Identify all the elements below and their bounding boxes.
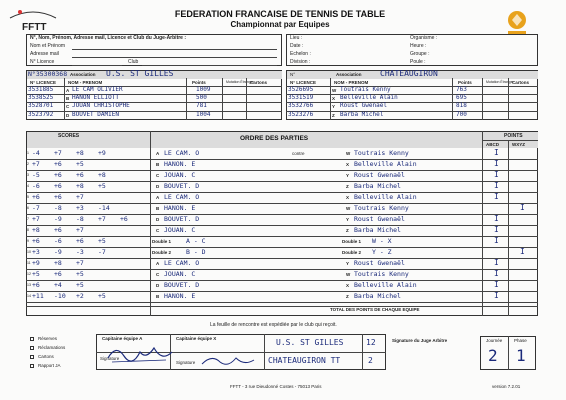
- match-set-score: +6: [54, 160, 62, 168]
- team-x-name: Belleville Alain: [340, 94, 398, 101]
- match-number: 7: [27, 217, 29, 221]
- match-set-score: +2: [76, 292, 84, 300]
- match-right-player: Roust Gwenaël: [354, 259, 405, 267]
- match-number: 11: [27, 261, 31, 265]
- match-right-player: Barba Michel: [354, 292, 401, 300]
- team-a-name: BOUVET DAMIEN: [72, 111, 119, 118]
- match-right-code: X: [346, 283, 350, 288]
- team-a-points: 1004: [196, 111, 211, 118]
- team-a-col-licence: N° LICENCE: [30, 80, 57, 85]
- match-left-code: A: [156, 261, 160, 266]
- match-set-score: -3: [76, 248, 84, 256]
- captain-x-signature-icon: [200, 354, 256, 368]
- team-a-code: A: [66, 88, 70, 93]
- club-badge-icon: [506, 8, 528, 36]
- match-right-player: Toutrais Kenny: [354, 149, 409, 157]
- fftt-logo-text: FFTT: [22, 22, 47, 33]
- match-set-score: +6: [54, 226, 62, 234]
- match-right-code: Double 1: [342, 239, 362, 244]
- team-a-name: LE CAM OLIVIER: [72, 86, 123, 93]
- match-set-score: -10: [54, 292, 66, 300]
- incident-label: Réserves: [38, 336, 58, 341]
- match-right-code: W: [346, 151, 351, 156]
- team-a-licence: 3528701: [28, 102, 54, 109]
- incident-label: Cartons: [38, 354, 54, 359]
- captain-a-signature-icon: [106, 340, 176, 366]
- match-left-code: Double 2: [152, 250, 172, 255]
- team-x-col-cards: Cartons: [512, 80, 530, 85]
- team-a-col-foreign: Mutation Étranger: [226, 80, 254, 84]
- points-header: POINTS: [504, 133, 523, 139]
- match-set-score: +8: [76, 149, 84, 157]
- match-right-player: Belleville Alain: [354, 281, 417, 289]
- match-point-abcd: I: [494, 291, 499, 300]
- match-number: 3: [27, 173, 29, 177]
- team-x-points: 763: [456, 86, 467, 93]
- team-x-name: Roust Gwenaël: [340, 102, 387, 109]
- match-set-score: +3: [76, 204, 84, 212]
- team-a-points: 1009: [196, 86, 211, 93]
- match-right-player: Y - Z: [372, 248, 392, 256]
- match-set-score: +8: [98, 171, 106, 179]
- match-number: 14: [27, 294, 31, 298]
- match-set-score: +7: [98, 215, 106, 223]
- match-point-abcd: I: [494, 214, 499, 223]
- match-set-score: +4: [54, 281, 62, 289]
- match-set-score: +6: [54, 193, 62, 201]
- match-right-code: Y: [346, 173, 350, 178]
- match-versus: contre: [292, 151, 305, 156]
- match-left-player: JOUAN. C: [164, 270, 196, 278]
- match-set-score: +7: [76, 226, 84, 234]
- match-left-player: BOUVET. D: [164, 182, 200, 190]
- match-set-score: -7: [32, 204, 40, 212]
- match-right-code: Z: [346, 184, 349, 189]
- team-a-code: D: [66, 113, 70, 118]
- match-set-score: +6: [76, 237, 84, 245]
- match-number: 12: [27, 272, 31, 276]
- match-right-player: Toutrais Kenny: [354, 204, 409, 212]
- match-left-player: LE CAM. O: [164, 193, 200, 201]
- match-right-code: Z: [346, 228, 349, 233]
- match-number: 1: [27, 151, 29, 155]
- match-set-score: +5: [76, 270, 84, 278]
- incident-label: Réclamations: [38, 345, 66, 350]
- match-set-score: +6: [32, 193, 40, 201]
- match-point-wxyz: I: [520, 247, 525, 256]
- phase-value: 1: [516, 346, 526, 365]
- team-a-number: N°35300368: [28, 70, 68, 78]
- date-label: Date :: [290, 43, 304, 49]
- match-left-player: BOUVET. D: [164, 281, 200, 289]
- team-a-code: C: [66, 104, 70, 109]
- wxyz-header: WXYZ: [512, 142, 525, 147]
- match-right-player: Barba Michel: [354, 226, 401, 234]
- day-value: 2: [488, 346, 498, 365]
- match-left-player: HANON. E: [164, 160, 196, 168]
- match-left-code: B: [156, 206, 160, 211]
- match-set-score: +6: [76, 171, 84, 179]
- match-set-score: +6: [54, 171, 62, 179]
- match-set-score: +7: [32, 215, 40, 223]
- referee-club-label: Club: [128, 59, 139, 65]
- match-right-code: Y: [346, 261, 350, 266]
- team-a-licence: 3523792: [28, 111, 54, 118]
- match-set-score: -5: [32, 171, 40, 179]
- match-number: 5: [27, 195, 29, 199]
- team-x-assoc-name: CHATEAUGIRON: [380, 69, 438, 78]
- footer-version: version 7.2.01: [492, 384, 521, 389]
- team-x-code: Y: [332, 104, 336, 109]
- match-set-score: +11: [32, 292, 44, 300]
- match-row-divider: [26, 159, 538, 160]
- match-number: 8: [27, 228, 29, 232]
- match-left-player: LE CAM. O: [164, 259, 200, 267]
- match-row-divider: [26, 280, 538, 281]
- match-point-abcd: I: [494, 148, 499, 157]
- totals-label: TOTAL DES POINTS DE CHAQUE EQUIPE: [330, 307, 420, 312]
- team-x-code: Z: [332, 113, 335, 118]
- team-a-licence: 3538525: [28, 94, 54, 101]
- match-right-player: Belleville Alain: [354, 160, 417, 168]
- referee-licence-label: N° Licence: [30, 59, 55, 65]
- match-left-player: HANON. E: [164, 292, 196, 300]
- match-left-player: BOUVET. D: [164, 215, 200, 223]
- incident-checkbox: [30, 355, 34, 359]
- match-right-player: Barba Michel: [354, 182, 401, 190]
- page-subtitle: Championnat par Equipes: [230, 20, 330, 29]
- match-right-player: W - X: [372, 237, 392, 245]
- match-set-score: +6: [32, 237, 40, 245]
- match-set-score: -4: [32, 149, 40, 157]
- incident-checkbox: [30, 364, 34, 368]
- team-x-assoc-label: Association: [336, 72, 362, 77]
- notice-text: La feuille de rencontre est expédiée par le club qui reçoit.: [210, 322, 337, 328]
- match-point-abcd: I: [494, 225, 499, 234]
- match-right-player: Roust Gwenaël: [354, 215, 405, 223]
- team-a-col-cards: Cartons: [250, 80, 268, 85]
- match-right-player: Toutrais Kenny: [354, 270, 409, 278]
- match-set-score: +6: [120, 215, 128, 223]
- match-point-abcd: I: [494, 192, 499, 201]
- captain-x-label: Capitaine équipe X: [176, 336, 217, 341]
- team-x-points: 695: [456, 94, 467, 101]
- match-right-player: Belleville Alain: [354, 193, 417, 201]
- match-row-divider: [26, 269, 538, 270]
- match-left-player: HANON. E: [164, 204, 196, 212]
- match-point-abcd: I: [494, 159, 499, 168]
- team-x-licence: 3523276: [288, 111, 314, 118]
- bottom-team-a-name: U.S. ST GILLES: [276, 338, 344, 347]
- match-set-score: -8: [54, 204, 62, 212]
- signature-a-label: Signature: [100, 356, 120, 361]
- match-set-score: +7: [54, 149, 62, 157]
- match-set-score: -9: [54, 215, 62, 223]
- team-x-col-licence: N° LICENCE: [290, 80, 317, 85]
- match-left-player: A - C: [186, 237, 206, 245]
- match-set-score: +5: [98, 237, 106, 245]
- match-set-score: +5: [98, 292, 106, 300]
- bottom-team-x-name: CHATEAUGIRON TT: [268, 356, 341, 365]
- abcd-header: ABCD: [486, 142, 499, 147]
- team-x-name: Barba Michel: [340, 111, 384, 118]
- match-row-divider: [26, 192, 538, 193]
- match-point-wxyz: I: [520, 203, 525, 212]
- match-set-score: +9: [32, 259, 40, 267]
- match-set-score: +6: [54, 270, 62, 278]
- round-label: Poule :: [410, 59, 426, 65]
- bottom-score-x: 2: [368, 356, 373, 365]
- match-right-code: W: [346, 206, 351, 211]
- match-row-divider: [26, 258, 538, 259]
- team-a-assoc-name: U.S. ST GILLES: [106, 69, 174, 78]
- team-a-col-name: NOM - PRENOM: [68, 80, 103, 85]
- match-left-code: D: [156, 283, 160, 288]
- match-right-code: X: [346, 162, 350, 167]
- team-a-name: HANON ELLIOTT: [72, 94, 119, 101]
- match-set-score: +8: [76, 182, 84, 190]
- match-left-player: LE CAM. O: [164, 149, 200, 157]
- match-set-score: +5: [76, 281, 84, 289]
- match-set-score: +5: [98, 182, 106, 190]
- match-number: 2: [27, 162, 29, 166]
- match-set-score: +8: [32, 226, 40, 234]
- match-left-code: C: [156, 173, 160, 178]
- captain-a-label: Capitaine équipe A: [102, 336, 143, 341]
- match-number: 4: [27, 184, 29, 188]
- match-point-abcd: I: [494, 269, 499, 278]
- match-left-code: D: [156, 184, 160, 189]
- match-right-code: Double 2: [342, 250, 362, 255]
- match-set-score: +5: [32, 270, 40, 278]
- match-number: 6: [27, 206, 29, 210]
- match-set-score: +8: [54, 259, 62, 267]
- place-label: Lieu :: [290, 35, 303, 41]
- team-x-code: X: [332, 96, 336, 101]
- day-label: Journée: [486, 338, 503, 343]
- match-row-divider: [26, 302, 538, 303]
- match-set-score: +3: [32, 248, 40, 256]
- match-left-code: C: [156, 272, 160, 277]
- match-row-divider: [26, 225, 538, 226]
- order-header: ORDRE DES PARTIES: [240, 135, 309, 142]
- match-number: 10: [27, 250, 31, 254]
- team-a-assoc-label: Association: [70, 72, 96, 77]
- organiser-label: Organisme :: [410, 35, 438, 41]
- team-x-number: N°: [290, 72, 296, 77]
- match-set-score: +5: [76, 160, 84, 168]
- team-a-col-points: Points: [192, 80, 206, 85]
- division-label: Division :: [290, 59, 311, 65]
- team-x-col-points: Points: [458, 80, 472, 85]
- match-set-score: +9: [98, 149, 106, 157]
- match-left-player: JOUAN. C: [164, 171, 196, 179]
- team-x-points: 818: [456, 102, 467, 109]
- incident-checkbox: [30, 337, 34, 341]
- match-point-abcd: I: [494, 280, 499, 289]
- match-left-code: B: [156, 294, 160, 299]
- team-x-licence: 3526695: [288, 86, 314, 93]
- team-a-code: B: [66, 96, 70, 101]
- bottom-score-a: 12: [366, 338, 376, 347]
- incident-checkbox: [30, 346, 34, 350]
- referee-signature-label: Signature du Juge Arbitre: [392, 338, 448, 343]
- match-right-code: W: [346, 272, 351, 277]
- match-point-abcd: I: [494, 181, 499, 190]
- match-left-code: A: [156, 195, 160, 200]
- match-left-player: JOUAN. C: [164, 226, 196, 234]
- page-title: FEDERATION FRANCAISE DE TENNIS DE TABLE: [174, 9, 386, 19]
- team-x-points: 700: [456, 111, 467, 118]
- match-set-score: +6: [54, 182, 62, 190]
- team-a-name: JOUAN CHRISTOPHE: [72, 102, 130, 109]
- match-left-code: Double 1: [152, 239, 172, 244]
- group-label: Groupe :: [410, 51, 430, 57]
- match-set-score: -9: [54, 248, 62, 256]
- team-x-licence: 3531519: [288, 94, 314, 101]
- level-label: Echelon :: [290, 51, 311, 57]
- team-x-col-foreign: Mutation Étranger: [486, 80, 514, 84]
- match-right-code: Z: [346, 294, 349, 299]
- match-right-code: X: [346, 195, 350, 200]
- match-point-abcd: I: [494, 258, 499, 267]
- incident-label: Rapport JA: [38, 363, 61, 368]
- match-set-score: -6: [54, 237, 62, 245]
- fftt-logo: [8, 4, 58, 34]
- team-x-col-name: NOM - PRENOM: [334, 80, 369, 85]
- scores-header: SCORES: [58, 133, 80, 139]
- team-x-code: W: [332, 88, 337, 93]
- match-set-score: -8: [76, 215, 84, 223]
- match-number: 13: [27, 283, 31, 287]
- team-x-name: Toutrais Kenny: [340, 86, 391, 93]
- match-set-score: +6: [32, 281, 40, 289]
- match-left-code: C: [156, 228, 160, 233]
- referee-email-label: Adresse mail: [30, 51, 59, 57]
- phase-label: Phase: [514, 338, 527, 343]
- footer-address: FFTT - 3 rue Dieudonné Costes - 75013 Paris: [230, 384, 322, 389]
- match-point-abcd: I: [494, 170, 499, 179]
- referee-name-label: Nom et Prénom: [30, 43, 66, 49]
- match-right-player: Roust Gwenaël: [354, 171, 405, 179]
- match-set-score: -7: [98, 248, 106, 256]
- match-left-code: D: [156, 217, 160, 222]
- match-left-player: B - D: [186, 248, 206, 256]
- match-point-abcd: I: [494, 236, 499, 245]
- match-left-code: A: [156, 151, 160, 156]
- match-left-code: B: [156, 162, 160, 167]
- match-set-score: +7: [76, 259, 84, 267]
- team-a-points: 500: [196, 94, 207, 101]
- team-x-licence: 3532766: [288, 102, 314, 109]
- match-number: 9: [27, 239, 29, 243]
- match-set-score: +7: [76, 193, 84, 201]
- match-set-score: -14: [98, 204, 110, 212]
- match-set-score: +7: [32, 160, 40, 168]
- team-a-licence: 3531885: [28, 86, 54, 93]
- referee-heading: N°, Nom, Prénom, Adresse mail, Licence et Club du Juge-Arbitre :: [30, 35, 187, 41]
- match-right-code: Y: [346, 217, 350, 222]
- team-a-points: 781: [196, 102, 207, 109]
- time-label: Heure :: [410, 43, 427, 49]
- match-set-score: -6: [32, 182, 40, 190]
- signature-x-label: Signature: [176, 360, 196, 365]
